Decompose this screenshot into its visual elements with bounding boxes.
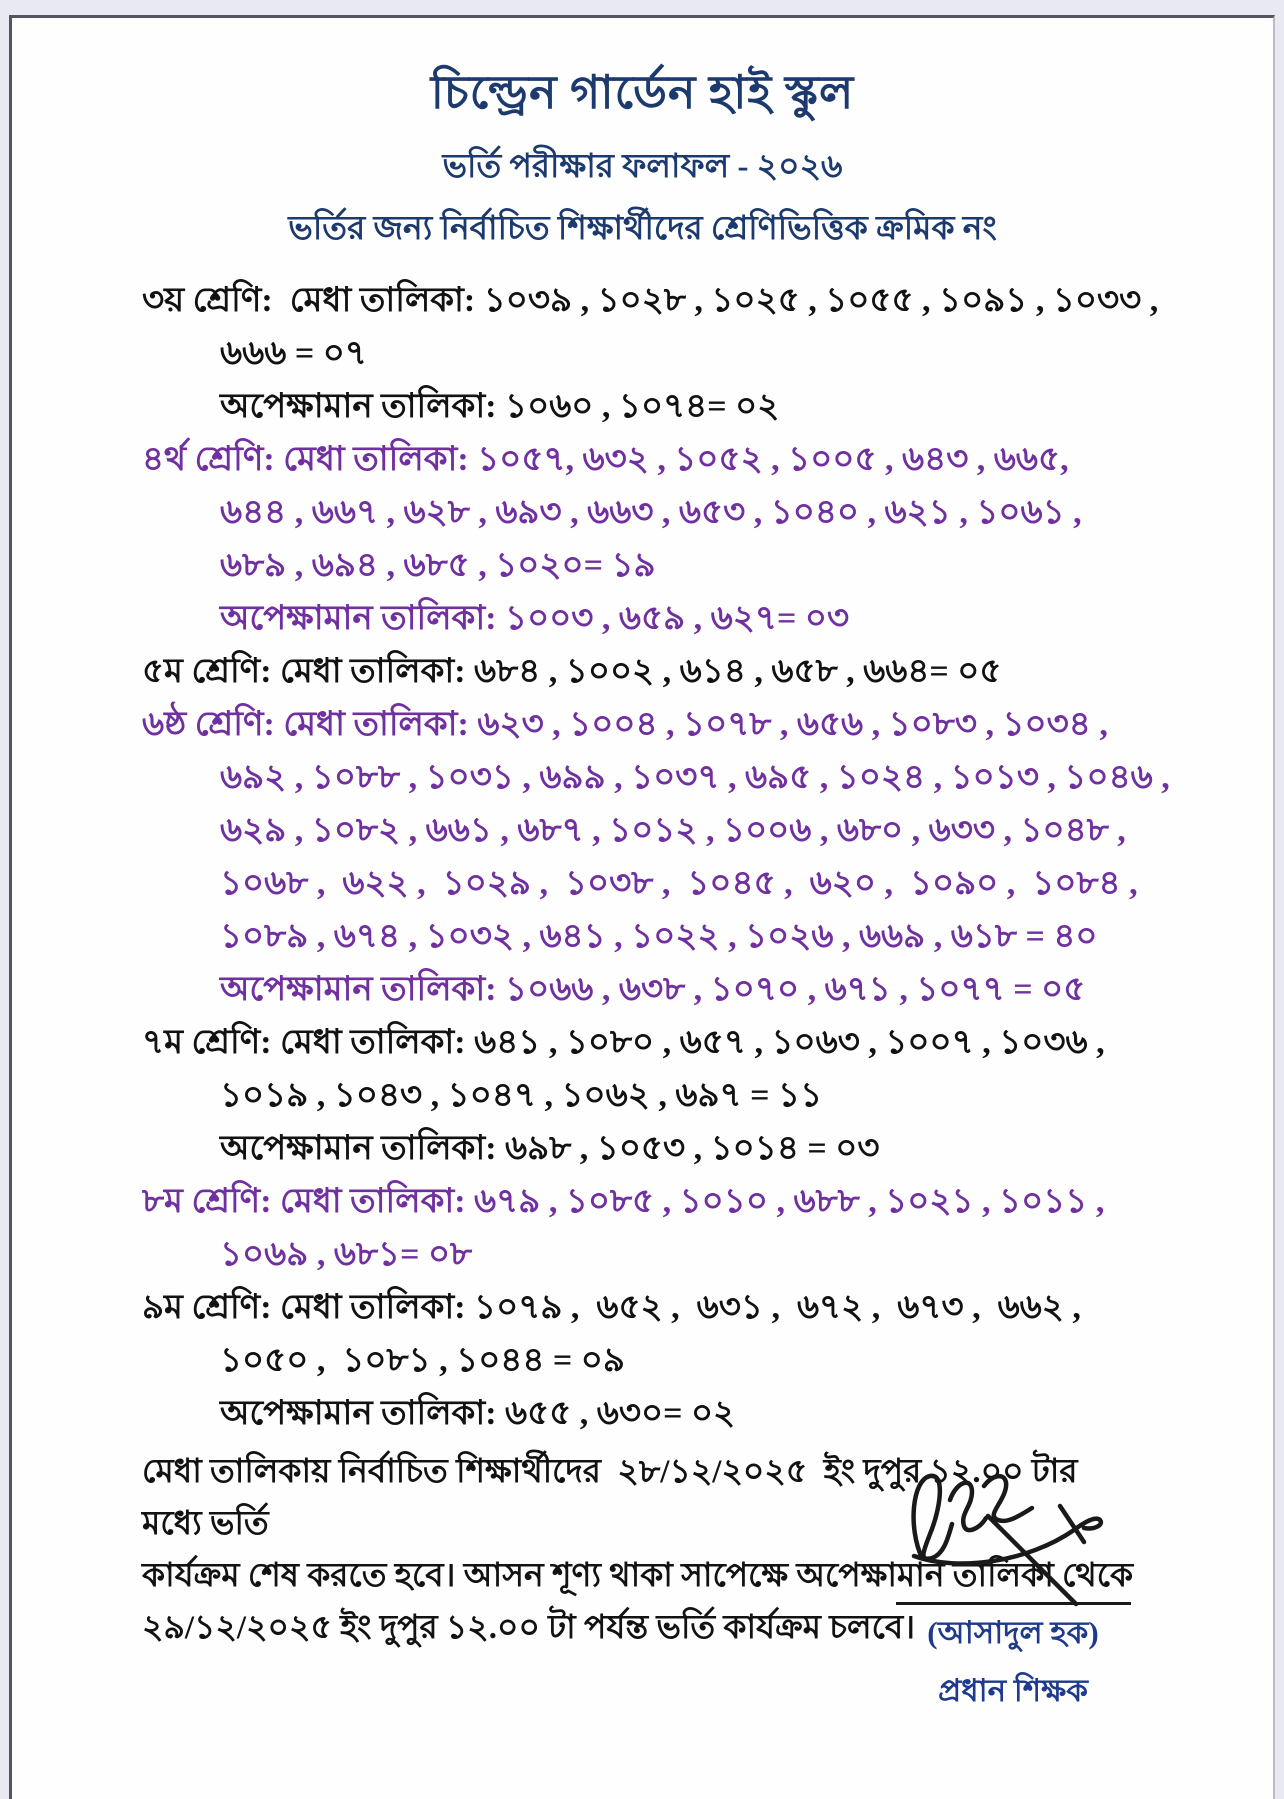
list-subtitle: ভর্তির জন্য নির্বাচিত শিক্ষার্থীদের শ্রেণিভিত্তিক ক্রমিক নং: [288, 211, 997, 247]
class8-merit-line: ৮ম শ্রেণি: মেধা তালিকা: ৬৭৯ , ১০৮৫ , ১০১০ , ৬৮৮ , ১০২১ , ১০১১ ,: [142, 1183, 1105, 1220]
class6-waiting-line: অপেক্ষামান তালিকা: ১০৬৬ , ৬৩৮ , ১০৭০ , ৬৭১ , ১০৭৭ = ০৫: [220, 971, 1086, 1008]
class9-merit-line: ৯ম শ্রেণি: মেধা তালিকা: ১০৭৯ , ৬৫২ , ৬৩১ , ৬৭২ , ৬৭৩ , ৬৬২ ,: [142, 1289, 1081, 1326]
results-list: [12, 274, 1273, 1440]
class3-waiting-line: অপেক্ষামান তালিকা: ১০৬০ , ১০৭৪= ০২: [220, 388, 780, 425]
class6-merit-cont: ৬৯২ , ১০৮৮ , ১০৩১ , ৬৯৯ , ১০৩৭ , ৬৯৫ , ১০২৪ , ১০১৩ , ১০৪৬ ,: [220, 759, 1170, 796]
class4-merit-line: ৪র্থ শ্রেণি: মেধা তালিকা: ১০৫৭, ৬৩২ , ১০৫২ , ১০০৫ , ৬৪৩ , ৬৬৫,: [142, 441, 1069, 478]
class4-waiting-line: অপেক্ষামান তালিকা: ১০০৩ , ৬৫৯ , ৬২৭= ০৩: [220, 600, 850, 637]
class5-merit-line: ৫ম শ্রেণি: মেধা তালিকা: ৬৮৪ , ১০০২ , ৬১৪ , ৬৫৮ , ৬৬৪= ০৫: [142, 653, 1002, 690]
class4-merit-cont: ৬৪৪ , ৬৬৭ , ৬২৮ , ৬৯৩ , ৬৬৩ , ৬৫৩ , ১০৪০ , ৬২১ , ১০৬১ ,: [220, 494, 1082, 531]
instruction-line: মেধা তালিকায় নির্বাচিত শিক্ষার্থীদের ২৮/১২/২০২৫ ইং দুপুর ১২.০০ টার মধ্যে ভর্তি: [142, 1454, 1086, 1542]
document-header: [12, 18, 1273, 258]
signature-underline: [896, 1602, 1131, 1605]
class8-merit-cont: ১০৬৯ , ৬৮১= ০৮: [220, 1236, 473, 1273]
headmaster-title: প্রধান শিক্ষক: [938, 1673, 1088, 1708]
class9-waiting-line: অপেক্ষামান তালিকা: ৬৫৫ , ৬৩০= ০২: [220, 1395, 736, 1432]
signature-block: [858, 1458, 1168, 1719]
class9-merit-cont: ১০৫০ , ১০৮১ , ১০৪৪ = ০৯: [220, 1342, 625, 1379]
class4-merit-cont: ৬৮৯ , ৬৯৪ , ৬৮৫ , ১০২০= ১৯: [220, 547, 656, 584]
class7-merit-line: ৭ম শ্রেণি: মেধা তালিকা: ৬৪১ , ১০৮০ , ৬৫৭ , ১০৬৩ , ১০০৭ , ১০৩৬ ,: [142, 1024, 1105, 1061]
class6-merit-cont: ১০৬৮ , ৬২২ , ১০২৯ , ১০৩৮ , ১০৪৫ , ৬২০ , ১০৯০ , ১০৮৪ ,: [220, 865, 1138, 902]
class3-merit-line: ৩য় শ্রেণি: মেধা তালিকা: ১০৩৯ , ১০২৮ , ১০২৫ , ১০৫৫ , ১০৯১ , ১০৩৩ ,: [142, 282, 1159, 319]
result-title: ভর্তি পরীক্ষার ফলাফল - ২০২৬: [442, 149, 843, 185]
document-page: [9, 15, 1275, 1799]
class7-merit-cont: ১০১৯ , ১০৪৩ , ১০৪৭ , ১০৬২ , ৬৯৭ = ১১: [220, 1077, 823, 1114]
handwritten-signature-icon: [888, 1458, 1138, 1608]
instruction-line: ২৯/১২/২০২৫ ইং দুপুর ১২.০০ টা পর্যন্ত ভর্তি কার্যক্রম চলবে।: [142, 1610, 916, 1646]
class3-merit-cont: ৬৬৬ = ০৭: [220, 335, 367, 372]
class6-merit-line: ৬ষ্ঠ শ্রেণি: মেধা তালিকা: ৬২৩ , ১০০৪ , ১০৭৮ , ৬৫৬ , ১০৮৩ , ১০৩৪ ,: [142, 706, 1108, 743]
class6-merit-cont: ১০৮৯ , ৬৭৪ , ১০৩২ , ৬৪১ , ১০২২ , ১০২৬ , ৬৬৯ , ৬১৮ = ৪০: [220, 918, 1098, 955]
headmaster-name: (আসাদুল হক): [927, 1615, 1099, 1650]
instruction-line: কার্যক্রম শেষ করতে হবে। আসন শূণ্য থাকা সাপেক্ষে অপেক্ষামান তালিকা থেকে: [142, 1558, 1134, 1594]
class6-merit-cont: ৬২৯ , ১০৮২ , ৬৬১ , ৬৮৭ , ১০১২ , ১০০৬ , ৬৮০ , ৬৩৩ , ১০৪৮ ,: [220, 812, 1126, 849]
school-name: চিল্ড্রেন গার্ডেন হাই স্কুল: [430, 67, 855, 118]
class7-waiting-line: অপেক্ষামান তালিকা: ৬৯৮ , ১০৫৩ , ১০১৪ = ০৩: [220, 1130, 880, 1167]
